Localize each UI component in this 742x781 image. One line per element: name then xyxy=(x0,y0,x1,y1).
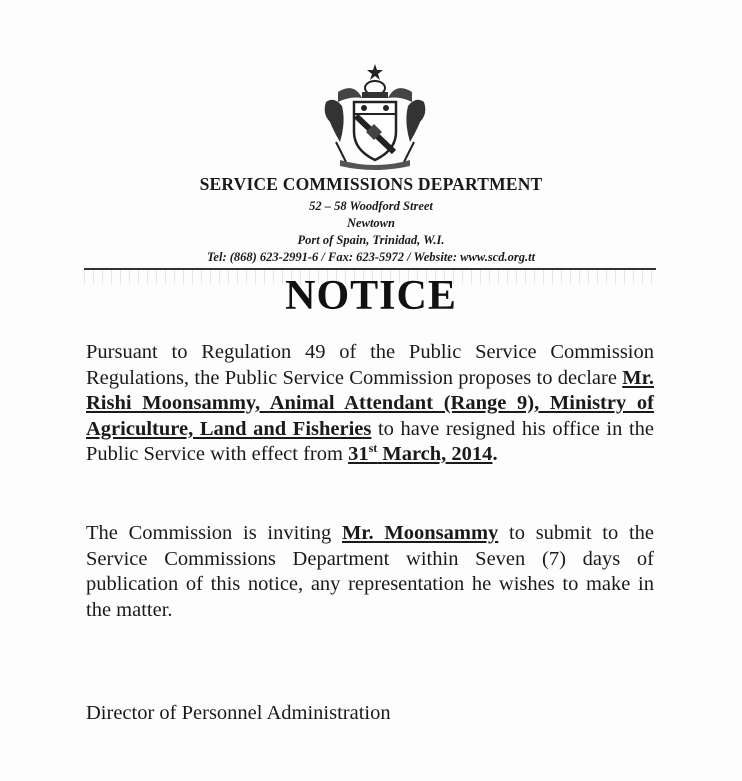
effective-date-suffix: st xyxy=(368,441,378,456)
employee-designation: Mr. Rishi Moonsammy, Animal Attendant (Range 9), Ministry of Agriculture, Land and Fisheries xyxy=(86,366,654,440)
notice-paragraph-2 xyxy=(86,521,654,623)
para2-text-1: The Commission is inviting xyxy=(86,522,342,544)
signatory-title: Director of Personnel Administration xyxy=(86,702,391,724)
address-street: 52 – 58 Woodford Street xyxy=(309,199,433,213)
effective-date xyxy=(348,443,492,465)
coat-of-arms-emblem xyxy=(316,62,434,170)
para1-text-2: to have resigned his office in the Public Service with effect from xyxy=(86,417,654,465)
address-area: Newtown xyxy=(347,216,395,230)
para1-text-3: . xyxy=(492,443,498,465)
para2-text-2: to submit to the Service Commissions Department within Seven (7) days of publication of this notice, any representation he wishes to make in the matter. xyxy=(86,522,654,621)
notice-paragraph-1 xyxy=(86,340,654,468)
effective-date-day: 31 xyxy=(348,443,369,465)
para1-text-1: Pursuant to Regulation 49 of the Public Service Commission Regulations, the Public Service Commission proposes to declare xyxy=(86,341,654,389)
contact-line: Tel: (868) 623-2991-6 / Fax: 623-5972 / Website: www.scd.org.tt xyxy=(206,250,536,264)
effective-date-month-year: March, 2014 xyxy=(382,443,493,465)
notice-title: NOTICE xyxy=(285,273,457,319)
address-city: Port of Spain, Trinidad, W.I. xyxy=(297,233,445,247)
employee-name: Mr. Moonsammy xyxy=(341,522,499,544)
department-name: SERVICE COMMISSIONS DEPARTMENT xyxy=(199,174,543,194)
